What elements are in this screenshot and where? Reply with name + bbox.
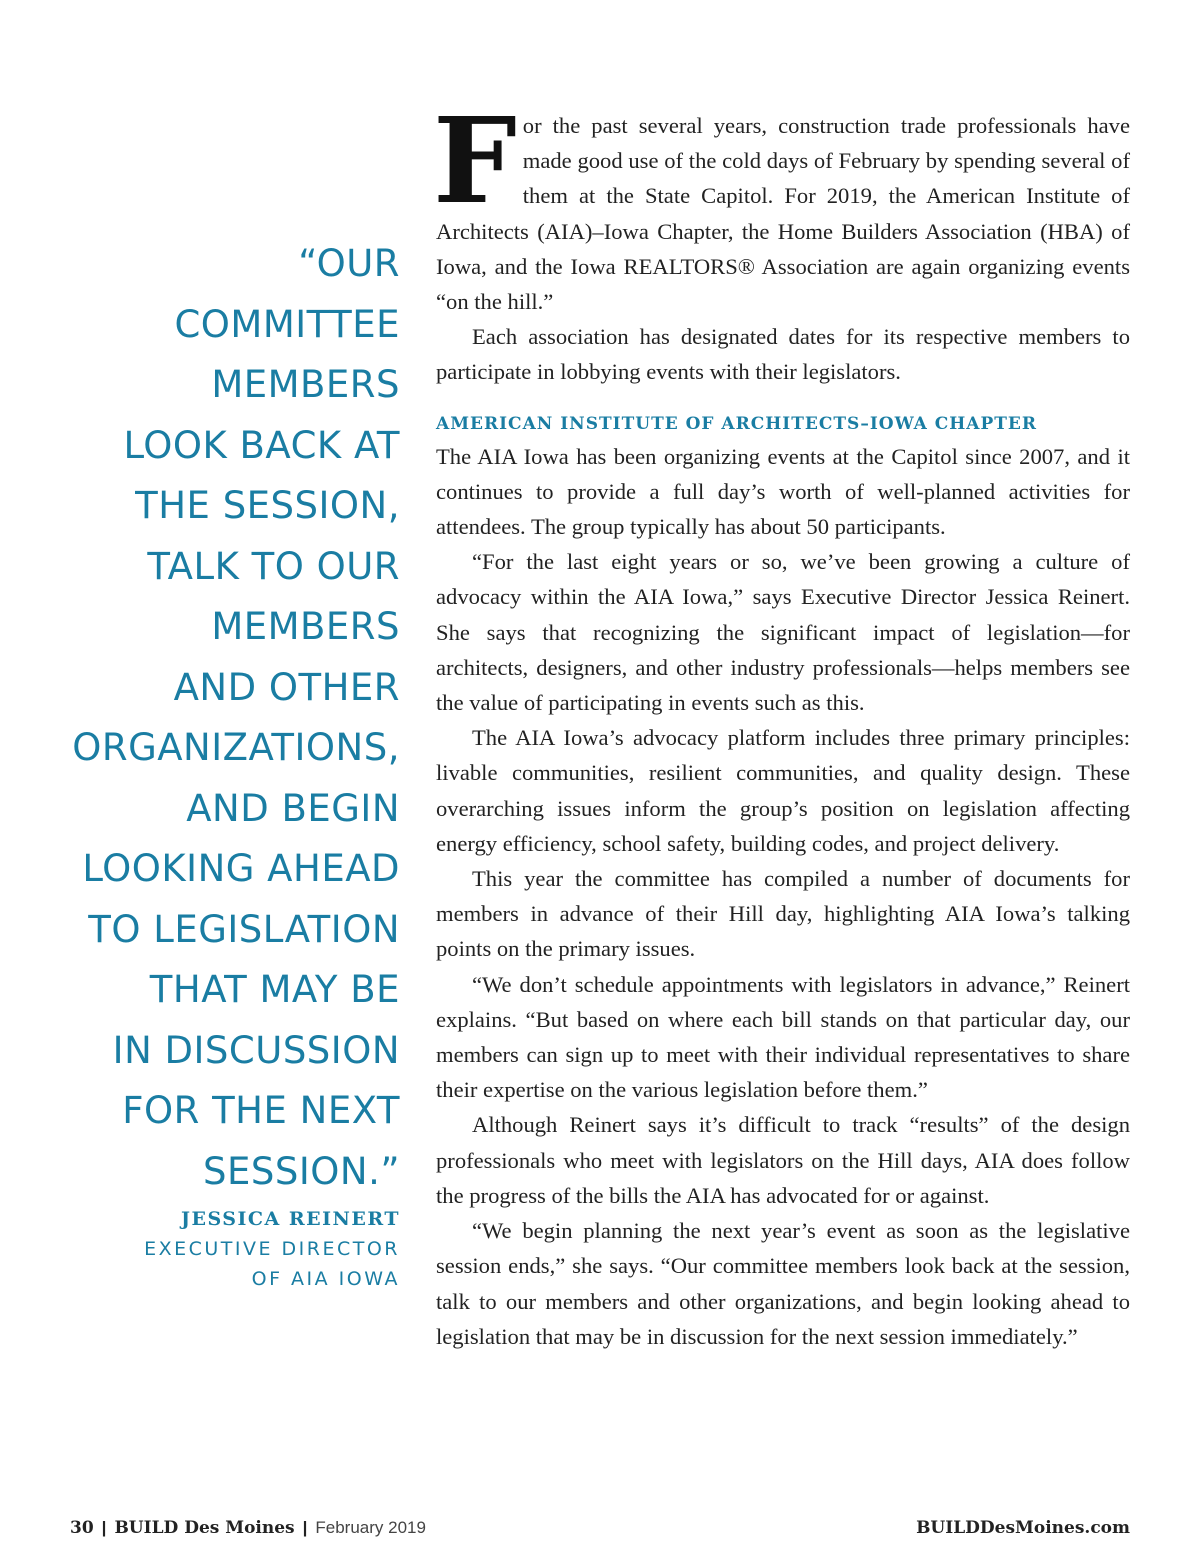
paragraph-text: or the past several years, construction trade professionals have made good use of the cold days of February by spending several of them at the State Capitol. For 2019, the American Institute of Architects (AIA)–Iowa Chapter, the Home Builders Association (HBA) of Iowa, and the Iowa REALTORS® Association are again organizing events “on the hill.” [436,113,1130,315]
issue-date: February 2019 [315,1518,426,1537]
pull-quote-line: THE SESSION, [135,484,400,527]
pull-quote-line: THAT MAY BE [149,968,400,1011]
article-paragraph: This year the committee has compiled a number of documents for members in advance of their Hill day, highlighting AIA Iowa’s talking points on the primary issues. [436,866,1130,962]
pull-quote-line: ORGANIZATIONS, [72,726,400,769]
article-body [433,91,1130,1354]
article-paragraph: Each association has designated dates for its respective members to participate in lobbying events with their legislators. [436,324,1130,385]
pull-quote-line: COMMITTEE [174,302,400,346]
pull-quote-line: AND BEGIN [186,786,400,830]
article-paragraph: Although Reinert says it’s difficult to track “results” of the design professionals who meet with legislators on the Hill days, AIA does follow the progress of the bills the AIA has advocated for or against. [436,1112,1130,1208]
footer-separator: | [101,1518,107,1537]
page-footer [70,1516,1130,1540]
pull-quote-line: TO LEGISLATION [88,907,400,951]
article-paragraph: “We begin planning the next year’s event as soon as the legislative session ends,” she says. “Our committee members look back at the session, talk to our members and other organizations, and begin looking ahead to legislation that may be in discussion for the next session immediately.” [436,1218,1130,1349]
article-paragraph: The AIA Iowa’s advocacy platform includes three primary principles: livable communities, resilient communities, and quality design. These overarching issues inform the group’s position on legislation affecting energy efficiency, school safety, building codes, and project delivery. [436,725,1130,856]
pull-quote-line: LOOK BACK AT [123,423,400,467]
page-number: 30 [70,1518,94,1538]
pull-quote-line: “OUR [298,242,400,285]
pull-quote-line: FOR THE NEXT [122,1089,400,1132]
article-paragraph [433,91,1130,319]
pull-quote-role: OF AIA IOWA [251,1268,400,1290]
magazine-name: BUILD Des Moines [114,1518,295,1538]
pull-quote-line: TALK TO OUR [147,544,400,588]
drop-cap: F [433,91,517,230]
footer-separator: | [302,1518,308,1537]
section-heading: AMERICAN INSTITUTE OF ARCHITECTS–IOWA CHAPTER [436,413,1037,434]
pull-quote [40,234,400,1294]
pull-quote-line: MEMBERS [211,363,400,406]
article-paragraph: The AIA Iowa has been organizing events at the Capitol since 2007, and it continues to provide a full day’s worth of well-planned activities for attendees. The group typically has about 50 participants. [436,443,1130,540]
pull-quote-line: IN DISCUSSION [112,1028,400,1072]
pull-quote-line: LOOKING AHEAD [82,847,400,890]
pull-quote-line: AND OTHER [173,665,400,709]
website-link[interactable]: BUILDDesMoines.com [916,1518,1130,1538]
pull-quote-role: EXECUTIVE DIRECTOR [144,1238,400,1260]
article-paragraph: “For the last eight years or so, we’ve been growing a culture of advocacy within the AIA Iowa,” says Executive Director Jessica Reinert. She says that recognizing the significant impact of legislation—for architects, designers, and other industry professionals—helps members see the value of participating in events such as this. [436,549,1130,716]
article-paragraph: “We don’t schedule appointments with legislators in advance,” Reinert explains. “But based on where each bill stands on that particular day, our members can sign up to meet with their individual representatives to share their expertise on the various legislation before them.” [436,971,1130,1103]
pull-quote-author: JESSICA REINERT [181,1208,400,1230]
pull-quote-line: MEMBERS [211,605,400,648]
pull-quote-line: SESSION.” [203,1149,400,1193]
